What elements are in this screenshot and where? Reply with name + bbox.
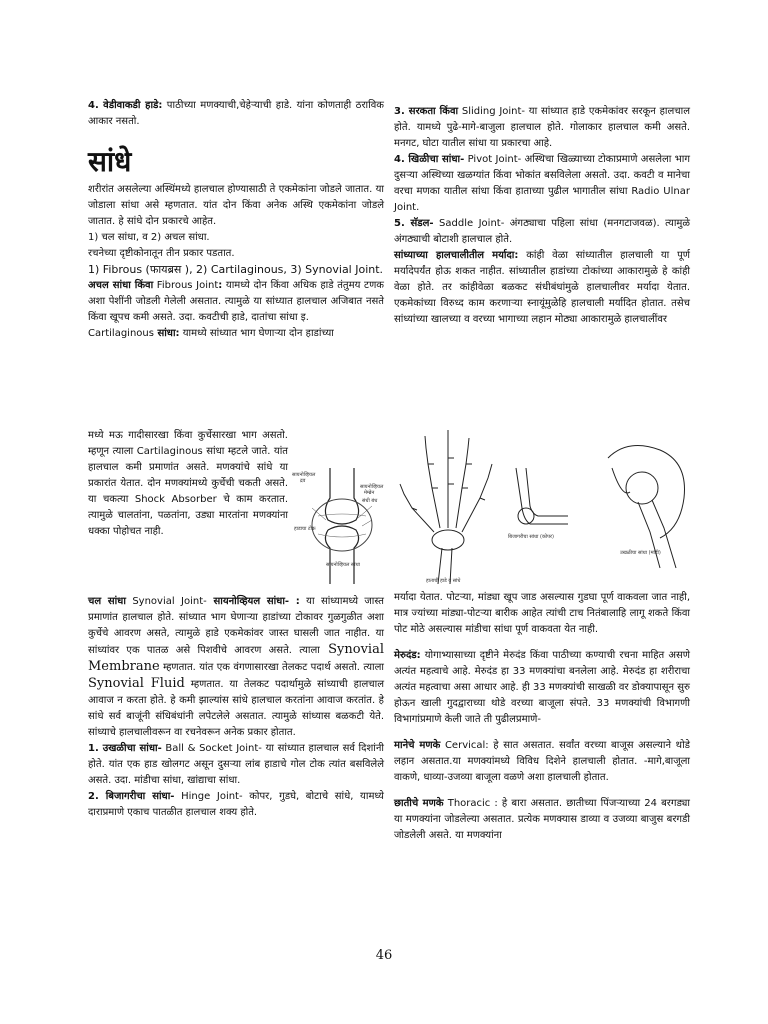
knee-caption: सायनोव्हियल सांधा bbox=[326, 562, 360, 568]
item-text: पाठीच्या मणक्याची,चेहेऱ्याची हाडे. यांना कोणताही ठराविक आकार नसतो. bbox=[88, 100, 384, 127]
paragraph-cervical bbox=[394, 738, 690, 786]
hand-caption: हाताची हाडे व सांधे bbox=[426, 578, 461, 584]
joints-diagram-icon bbox=[398, 428, 698, 586]
label: 3. सरकता किंवा bbox=[394, 106, 459, 117]
right-column bbox=[394, 104, 690, 328]
knee-label-fluid-1: सायनोव्हियल bbox=[292, 472, 316, 478]
text: यामध्ये दोन किंवा अधिक हाडे तंतुमय टणक अशा पेशींनी जोडली गेलेली असतात. त्यामुळे या सांध्यात हालचाल अजिबात नसते किंवा खूपच कमी असते. उदा. कवटीची हाडे, दातांचा सांधा इ. bbox=[88, 280, 384, 323]
paragraph-sliding bbox=[394, 104, 690, 152]
knee-label-fluid-2: द्रव bbox=[300, 478, 306, 484]
text-2: म्हणतात. यांत एक वंगणासारखा तेलकट पदार्थ असतो. त्याला bbox=[159, 662, 384, 673]
right-column-lower bbox=[394, 580, 690, 854]
page-number: 46 bbox=[375, 948, 393, 963]
label-2: सायनोव्हियल सांधा- : bbox=[206, 596, 300, 607]
eng-term-2: Radio Ulnar Joint. bbox=[394, 186, 690, 213]
text: योगाभ्यासाच्या दृष्टीने मेरुदंड किंवा पाठीच्या कण्याची रचना माहित असणे अत्यंत महत्वाचे आहे. मेरुदंड हा 33 मणक्यांचा बनलेला आहे. मेरुदंड हा शरीराचा अत्यंत महत्वाचा असा आधार आहे. ही 33 मणक्यांची साखळी वर डोक्यापासून सुरु होऊन खाली गुदद्वाराच्या थोडे वरच्या बाजूला संपते. 33 मणक्यांची विभागणी विभागांप्रमाणे केली जाते ती पुढीलप्रमाणे- bbox=[394, 650, 690, 725]
eng-term: Thoracic bbox=[443, 798, 491, 809]
text: या सांध्यात हाडे एकमेकांवर सरकून हालचाल होते. यामध्ये पुढे-मागे-बाजुला हालचाल होते. गोलाकार हालचाल कमी असते. मनगट, घोटा यातील सांधा या प्रकारचा आहे. bbox=[394, 106, 690, 149]
item-label: वेडीवाकडी हाडे: bbox=[103, 100, 163, 111]
paragraph-list: 1) Fibrous (फायब्रस ), 2) Cartilaginous, 3) Synovial Joint. bbox=[88, 263, 384, 276]
paragraph-irregular-bones bbox=[88, 98, 384, 130]
paragraph-synovial bbox=[88, 594, 384, 741]
knee-joint-figure bbox=[292, 468, 392, 584]
label: 4. खिळीचा सांधा- bbox=[394, 154, 465, 165]
paragraph-types: 1) चल सांधा, व 2) अचल सांधा. bbox=[88, 232, 210, 243]
eng-term: Hinge Joint- bbox=[174, 791, 243, 802]
eng-term-membrane: Synovial Membrane bbox=[88, 642, 384, 674]
paragraph-thoracic bbox=[394, 796, 690, 844]
eng-term: Fibrous Joint bbox=[153, 280, 219, 291]
paragraph-cartilaginous-start bbox=[88, 326, 384, 342]
eng-term: Sliding Joint- bbox=[458, 106, 526, 117]
paragraph-structure: रचनेच्या दृष्टीकोनातून तीन प्रकार पडतात. bbox=[88, 248, 235, 259]
text: कोपर, गुडघे, बोटाचे सांधे, यामध्ये दाराप्रमाणे एकाच पातळीत हालचाल शक्य होते. bbox=[88, 791, 384, 818]
paragraph-pivot bbox=[394, 152, 690, 216]
knee-label-membrane-2: मेम्ब्रेन bbox=[364, 490, 375, 496]
text: : हे सात असतात. सर्वांत वरच्या बाजूस असल्याने थोडे लहान असतात.या मणक्यांमध्ये विविध दिशेने हालचाली होतात. -मागे,बाजूला वाकणे, धाव्या-उजव्या बाजूला वळणे अशा हालचाली होतात. bbox=[394, 740, 691, 783]
eng-term: Ball & Socket Joint- bbox=[161, 743, 262, 754]
text: या सांध्यात हालचाल सर्व दिशांनी होते. यांत एक हाड खोलगट असून दुसऱ्या लांब हाडाचे गोल टोक त्यांत बसविलेले असते. उदा. मांडीचा सांधा, खांद्याचा सांधा. bbox=[88, 743, 384, 786]
label: 1. उखळीचा सांधा- bbox=[88, 743, 162, 754]
eng-term: Synovial Joint- bbox=[125, 596, 207, 607]
item-number: 4. bbox=[88, 100, 99, 111]
paragraph-intro: शरीरांत असलेल्या अस्थिंमध्ये हालचाल होण्यासाठी ते एकमेकांना जोडले जातात. या जोडाला सांधा असे म्हणतात. यांत दोन किंवा अनेक अस्थि एकमेकांना जोडले जातात. हे सांधे दोन प्रकारचे आहेत. bbox=[88, 184, 384, 227]
paragraph-spine bbox=[394, 648, 690, 728]
text: अंगठ्याचा पहिला सांधा (मनगटाजवळ). त्यामुळे अंगठ्याची बोटाशी हालचाल होते. bbox=[394, 218, 691, 245]
text: कांही वेळा सांध्यातील हालचाली या पूर्ण मर्यादेपर्यंत होऊ शकत नाहीत. सांध्यातील हाडांच्या टोकांच्या आकारामुळे हे कांही वेळा होते. तर कांहीवेळा बळकट संधीबंधांमुळे हालचालीवर मर्यादा येतात. एकमेकांच्या विरुध्द काम करणाऱ्या स्नायूंमुळेहि हालचाली मर्यादित होतात. तसेच सांध्यांच्या खालच्या व वरच्या भागाच्या लहान मोठ्या आकारामुळे हालचालींवर bbox=[394, 250, 690, 325]
label: 5. सॅडल- bbox=[394, 218, 434, 229]
text: यामध्ये सांध्यात भाग घेणाऱ्या दोन हाडांच्या bbox=[179, 328, 334, 339]
label: 2. बिजागरीचा सांधा- bbox=[88, 791, 175, 802]
elbow-joint-icon bbox=[516, 468, 568, 524]
text: अस्थिचा खिळ्याच्या टोकाप्रमाणे असलेला भाग दुसऱ्या अस्थिच्या खळग्यांत किंवा भोकांत बसविलेला असतो. उदा. कवटी व मानेचा वरचा मणका यातील सांधा किंवा हाताच्या पुढील भागातील सांधा bbox=[394, 154, 690, 197]
eng-term: Saddle Joint- bbox=[433, 218, 505, 229]
label: सांधा: bbox=[153, 328, 180, 339]
joints-figure-group bbox=[398, 428, 698, 586]
left-column-lower bbox=[88, 594, 384, 821]
knee-label-ligament: संधी बंध bbox=[362, 498, 378, 504]
label: सांध्याच्या हालचालीतील मर्यादा: bbox=[394, 250, 519, 261]
paragraph-fibrous bbox=[88, 278, 384, 326]
elbow-caption: बिजागरीचा सांधा (कोपर) bbox=[508, 534, 554, 540]
hip-caption: उखळीचा सांधा (मांडी) bbox=[620, 550, 661, 556]
hand-skeleton-icon bbox=[400, 430, 492, 584]
eng-term: Cervical bbox=[440, 740, 486, 751]
text: या सांध्यामध्ये जास्त प्रमाणांत हालचाल होते. सांध्यात भाग घेणाऱ्या हाडांच्या टोकावर गुळगुळीत अशा कुर्चेचे आवरण असते, त्यामुळे हाडे एकमेकांवर जास्त घासली जात नाहीत. या सांध्यांवर एक पातळ असे पिशवीचे आवरण असते. त्याला bbox=[88, 596, 384, 656]
knee-diagram-icon bbox=[292, 468, 392, 584]
eng-term: Pivot Joint- bbox=[464, 154, 522, 165]
text: : हे बारा असतात. छातीच्या पिंजऱ्याच्या 24 बरगड्या या मणक्यांना जोडलेल्या असतात. प्रत्येक मणक्यास डाव्या व उजव्या बाजुस बरगडी जोडलेली असते. या मणक्यांना bbox=[394, 798, 690, 841]
paragraph-cartilaginous-wrap: मध्ये मऊ गादीसारखा किंवा कुर्चेसारखा भाग असतो. म्हणून त्याला Cartilaginous सांधा म्हटले जाते. यांत हालचाल कमी प्रमाणांत असते. मणक्यांचे सांधे या प्रकारांत येतात. दोन मणक्यांमध्ये कुर्चेची चकती असते. या चकत्या Shock Absorber चे काम करतात. त्यामुळे चालतांना, पळतांना, उड्या मारतांना मणक्यांना धक्का पोहोचत नाही. bbox=[88, 430, 288, 537]
label: मेरुदंड: bbox=[394, 650, 421, 661]
paragraph-saddle bbox=[394, 216, 690, 248]
label: मानेचे मणके bbox=[394, 740, 441, 751]
knee-label-membrane-1: सायनोव्हियल bbox=[360, 484, 384, 490]
paragraph-hinge bbox=[88, 789, 384, 821]
paragraph-ball-socket bbox=[88, 741, 384, 789]
paragraph-limits bbox=[394, 248, 690, 328]
paragraph-limits-cont: मर्यादा येतात. पोटऱ्या, मांड्या खूप जाड असल्यास गुडघा पूर्ण वाकवला जात नाही, मात्र ज्यांच्या मांड्या-पोटऱ्या बारीक आहेत त्यांची टाच नितंबालाहि लागू शकते किंवा पोट मोठे असल्यास मांडीचा सांधा पूर्ण वाकवता येत नाही. bbox=[394, 592, 690, 635]
label: अचल सांधा किंवा bbox=[88, 280, 154, 291]
text-3: म्हणतात. या तेलकट पदार्थामुळे सांध्याची हालचाल आवाज न करता होते. हे कमी झाल्यांस सांधे हालचाल करतांना आवाज करतांत. हे सांधे सर्व बाजूंनी संधिबंधांनी लपेटलेले असतात. त्यामुळे सांध्यास बळकटी येते. सांध्याचे हालचालीवरून वा रचनेवरून अनेक प्रकार होतात. bbox=[88, 679, 384, 738]
label-colon: : bbox=[218, 280, 223, 291]
knee-label-bone-end: हाडाचा टोक bbox=[294, 526, 316, 532]
label: चल सांधा bbox=[88, 596, 126, 607]
eng-term: Cartilaginous bbox=[88, 328, 154, 339]
label: छातीचे मणके bbox=[394, 798, 444, 809]
left-column bbox=[88, 98, 384, 342]
section-heading: सांधे bbox=[88, 145, 132, 178]
eng-term-fluid: Synovial Fluid bbox=[88, 676, 185, 691]
